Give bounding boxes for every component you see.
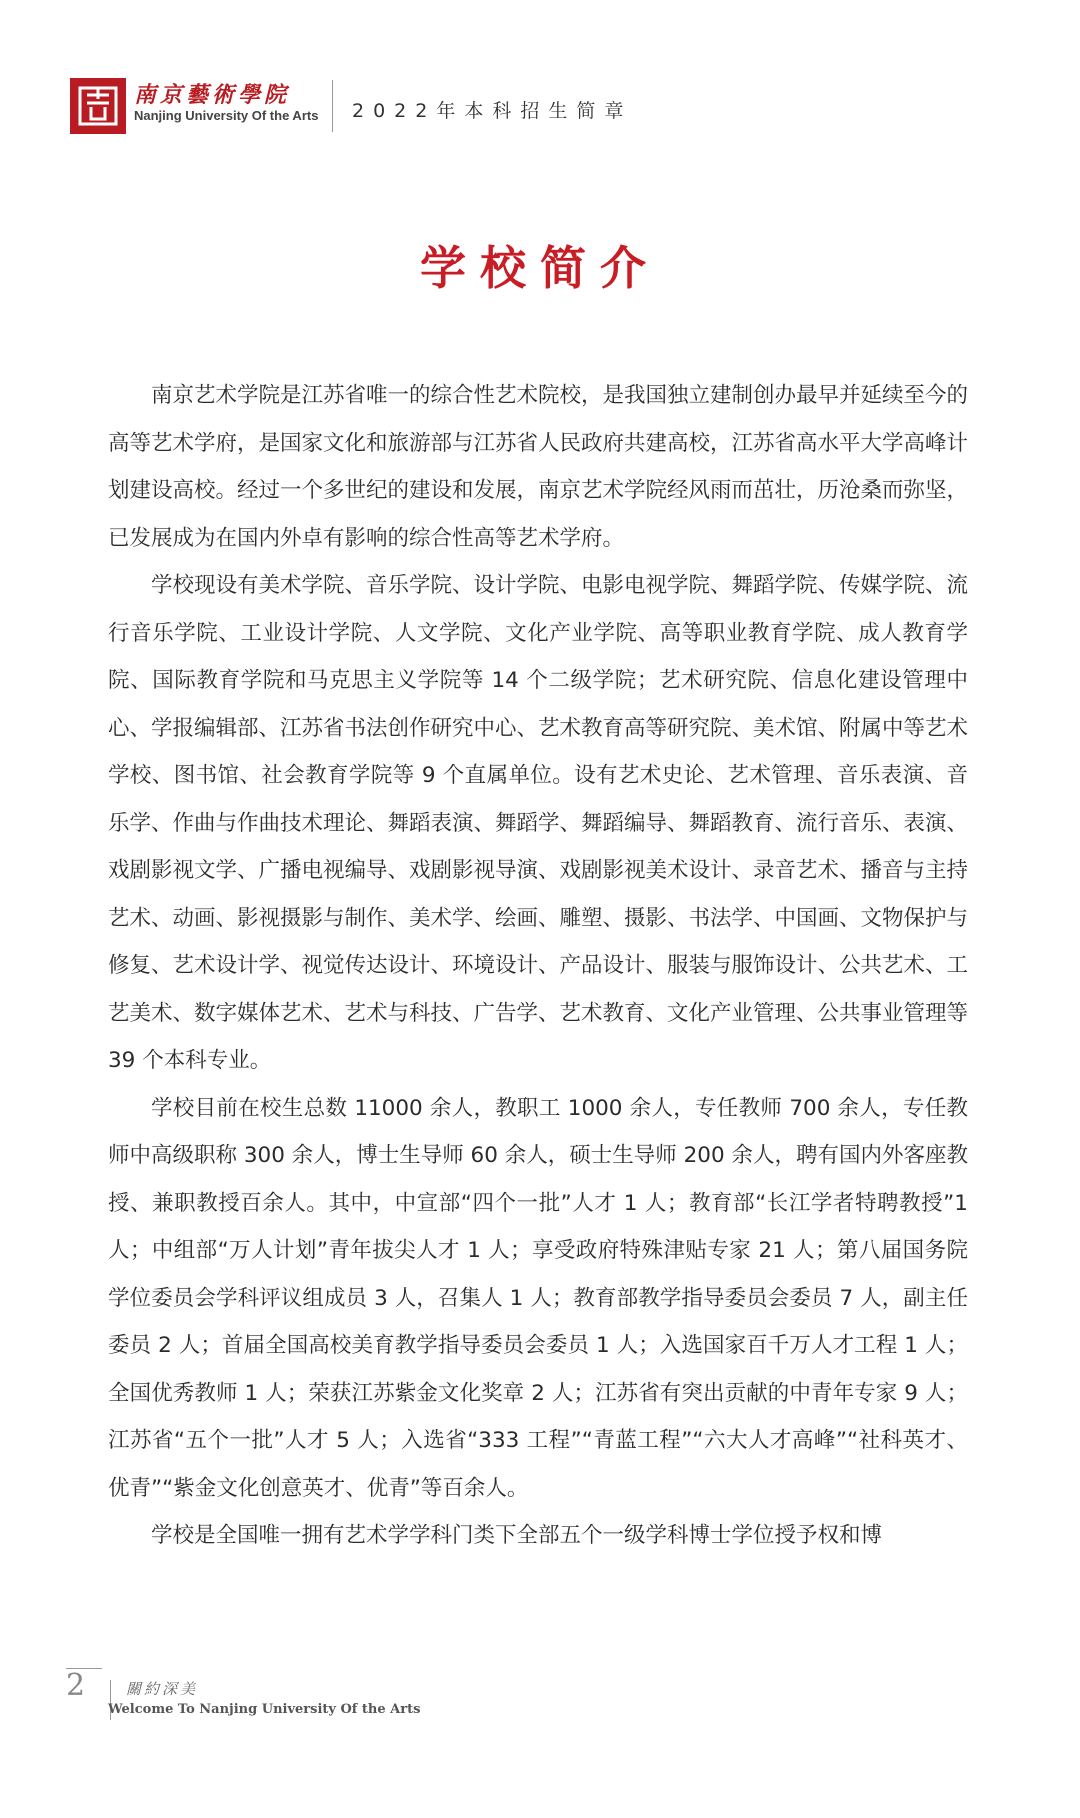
- header-divider: [332, 80, 333, 132]
- brochure-title: 2022年本科招生简章: [352, 100, 633, 122]
- article-body: [108, 372, 968, 1560]
- footer-slogan-english: Welcome To Nanjing University Of the Arts: [108, 1702, 421, 1717]
- paragraph-colleges: 学校现设有美术学院、音乐学院、设计学院、电影电视学院、舞蹈学院、传媒学院、流行音乐学院、工业设计学院、人文学院、文化产业学院、高等职业教育学院、成人教育学院、国际教育学院和马克思主义学院等 14 个二级学院；艺术研究院、信息化建设管理中心、学报编辑部、江苏省书法创作研究中心、艺术教育高等研究院、美术馆、附属中等艺术学校、图书馆、社会教育学院等 9 个直属单位。设有艺术史论、艺术管理、音乐表演、音乐学、作曲与作曲技术理论、舞蹈表演、舞蹈学、舞蹈编导、舞蹈教育、流行音乐、表演、戏剧影视文学、广播电视编导、戏剧影视导演、戏剧影视美术设计、录音艺术、播音与主持艺术、动画、影视摄影与制作、美术学、绘画、雕塑、摄影、书法学、中国画、文物保护与修复、艺术设计学、视觉传达设计、环境设计、产品设计、服装与服饰设计、公共艺术、工艺美术、数字媒体艺术、艺术与科技、广告学、艺术教育、文化产业管理、公共事业管理等 39 个本科专业。: [108, 573, 969, 1073]
- page-number: 2: [66, 1668, 86, 1703]
- footer-slogan-chinese: 關約深美: [126, 1680, 199, 1698]
- logo-english-name: Nanjing University Of the Arts: [134, 108, 319, 123]
- logo-chinese-name: 南京藝術學院: [134, 82, 291, 108]
- paragraph-disciplines: 学校是全国唯一拥有艺术学学科门类下全部五个一级学科博士学位授予权和博: [151, 1523, 883, 1548]
- paragraph-faculty: 学校目前在校生总数 11000 余人，教职工 1000 余人，专任教师 700 余人，专任教师中高级职称 300 余人，博士生导师 60 余人，硕士生导师 200 余人，聘有国内外客座教授、兼职教授百余人。其中，中宣部“四个一批”人才 1 人；教育部“长江学者特聘教授”1 人；中组部“万人计划”青年拔尖人才 1 人；享受政府特殊津贴专家 21 人；第八届国务院学位委员会学科评议组成员 3 人，召集人 1 人；教育部教学指导委员会委员 7 人，副主任委员 2 人；首届全国高校美育教学指导委员会委员 1 人；入选国家百千万人才工程 1 人；全国优秀教师 1 人；荣获江苏紫金文化奖章 2 人；江苏省有突出贡献的中青年专家 9 人；江苏省“五个一批”人才 5 人；入选省“333 工程”“青蓝工程”“六大人才高峰”“社科英才、优青”“紫金文化创意英才、优青”等百余人。: [108, 1095, 968, 1501]
- seal-logo-icon: [70, 78, 126, 134]
- page-header: [70, 70, 970, 140]
- page-title: 学校简介: [420, 241, 660, 295]
- paragraph-intro: 南京艺术学院是江苏省唯一的综合性艺术院校，是我国独立建制创办最早并延续至今的高等艺术学府，是国家文化和旅游部与江苏省人民政府共建高校，江苏省高水平大学高峰计划建设高校。经过一个多世纪的建设和发展，南京艺术学院经风雨而茁壮，历沧桑而弥坚，已发展成为在国内外卓有影响的综合性高等艺术学府。: [108, 383, 969, 551]
